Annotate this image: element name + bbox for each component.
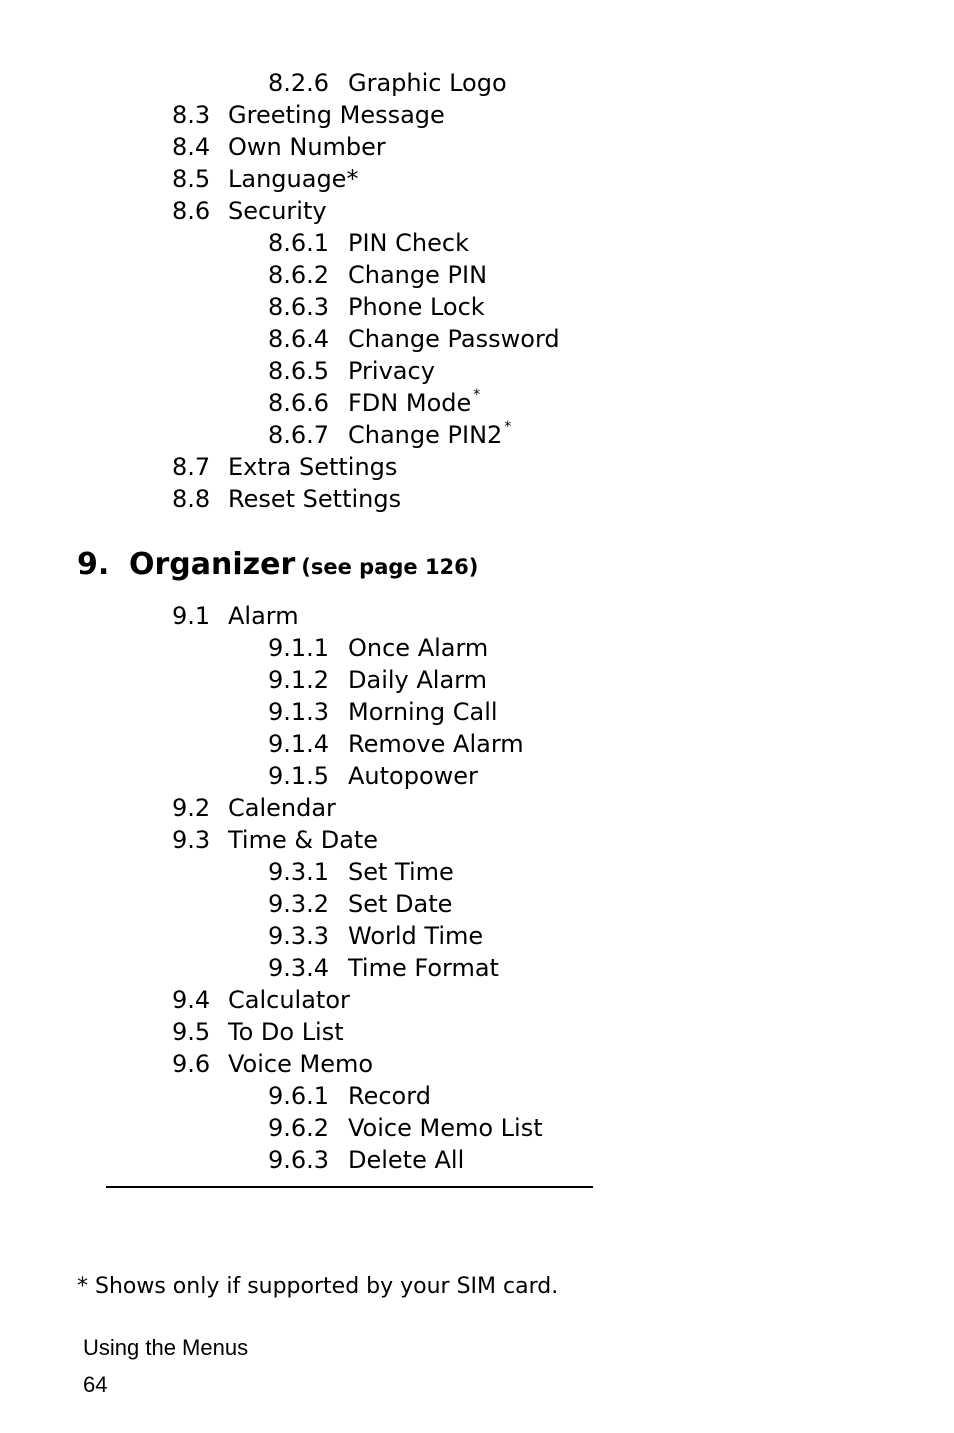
menu-item-number: 8.2.6 <box>268 69 330 97</box>
menu-item-label: Change Password <box>348 325 560 353</box>
menu-item-label: Morning Call <box>348 698 498 726</box>
menu-item <box>268 387 480 419</box>
footer-page-number: 64 <box>83 1372 108 1397</box>
menu-item-label: Time Format <box>348 954 499 982</box>
menu-item-number: 9.1.2 <box>268 666 330 694</box>
menu-item-number: 8.4 <box>172 133 211 161</box>
menu-item <box>172 483 401 515</box>
section-heading <box>77 547 478 582</box>
menu-item-number: 8.3 <box>172 101 211 129</box>
menu-item-number: 9.1 <box>172 602 211 630</box>
section-title: Organizer <box>129 547 296 582</box>
menu-item-number: 9.1.3 <box>268 698 330 726</box>
menu-item <box>268 760 478 792</box>
menu-item-label: Language* <box>228 165 359 193</box>
menu-item <box>268 419 511 451</box>
menu-item-number: 9.1.5 <box>268 762 330 790</box>
footer-section-label: Using the Menus <box>83 1335 249 1360</box>
menu-item-label: Time & Date <box>228 826 379 854</box>
menu-item-number: 9.1.1 <box>268 634 330 662</box>
menu-item-label: Extra Settings <box>228 453 398 481</box>
menu-item-label: Set Time <box>348 858 454 886</box>
menu-item-number: 8.6.7 <box>268 421 330 449</box>
menu-item <box>172 792 336 824</box>
menu-item <box>268 227 469 259</box>
menu-item-number: 8.6.1 <box>268 229 330 257</box>
menu-item-label: Graphic Logo <box>348 69 507 97</box>
menu-item-number: 9.3 <box>172 826 211 854</box>
menu-item-label: Record <box>348 1082 431 1110</box>
sim-dependent-marker: * <box>504 419 512 435</box>
menu-item <box>172 1016 344 1048</box>
menu-item <box>268 291 485 323</box>
menu-item <box>268 664 487 696</box>
menu-item <box>268 920 483 952</box>
menu-item-label: Voice Memo List <box>348 1114 543 1142</box>
menu-item-label: Once Alarm <box>348 634 489 662</box>
menu-item <box>172 163 358 195</box>
section-page-reference: (see page 126) <box>301 555 479 579</box>
menu-item-label: Phone Lock <box>348 293 485 321</box>
menu-item <box>268 1144 464 1176</box>
menu-item-label: Calculator <box>228 986 350 1014</box>
menu-item-number: 8.6.4 <box>268 325 330 353</box>
menu-item-label: FDN Mode <box>348 389 472 417</box>
menu-item-label: Change PIN <box>348 261 488 289</box>
menu-item-number: 9.3.4 <box>268 954 330 982</box>
menu-item <box>268 1112 543 1144</box>
menu-item-number: 9.4 <box>172 986 211 1014</box>
menu-item-label: Autopower <box>348 762 478 790</box>
sim-dependent-marker: * <box>473 387 481 403</box>
footnote-divider <box>106 1186 593 1188</box>
menu-item <box>268 888 452 920</box>
menu-item-label: Privacy <box>348 357 435 385</box>
menu-item-label: PIN Check <box>348 229 469 257</box>
menu-item <box>172 1048 373 1080</box>
menu-item-label: To Do List <box>228 1018 344 1046</box>
menu-item-number: 8.6.2 <box>268 261 330 289</box>
menu-item <box>268 1080 431 1112</box>
menu-item <box>268 952 499 984</box>
menu-item-number: 9.1.4 <box>268 730 330 758</box>
menu-item-label: Set Date <box>348 890 453 918</box>
menu-item <box>172 984 350 1016</box>
menu-item <box>268 259 487 291</box>
menu-item-number: 9.6.3 <box>268 1146 330 1174</box>
menu-item <box>172 99 445 131</box>
menu-item-label: World Time <box>348 922 484 950</box>
menu-item-number: 8.6.5 <box>268 357 330 385</box>
menu-item <box>268 728 524 760</box>
section-number: 9. <box>77 547 110 582</box>
menu-item-number: 8.5 <box>172 165 211 193</box>
menu-item-number: 9.2 <box>172 794 211 822</box>
menu-item-label: Calendar <box>228 794 336 822</box>
menu-item-number: 9.3.3 <box>268 922 330 950</box>
menu-item-label: Own Number <box>228 133 386 161</box>
menu-item-number: 8.6 <box>172 197 211 225</box>
menu-item <box>268 696 498 728</box>
menu-item-number: 9.6.2 <box>268 1114 330 1142</box>
menu-item-label: Security <box>228 197 327 225</box>
menu-item <box>172 824 378 856</box>
menu-item <box>268 355 435 387</box>
menu-item-number: 8.6.3 <box>268 293 330 321</box>
menu-item-label: Change PIN2 <box>348 421 503 449</box>
menu-item <box>268 323 560 355</box>
menu-item <box>172 195 327 227</box>
footnote: * Shows only if supported by your SIM card. <box>77 1274 559 1299</box>
menu-item-number: 9.3.2 <box>268 890 330 918</box>
menu-item-label: Delete All <box>348 1146 465 1174</box>
menu-item <box>172 451 397 483</box>
menu-item-label: Alarm <box>228 602 299 630</box>
menu-item-label: Greeting Message <box>228 101 445 129</box>
menu-item-label: Daily Alarm <box>348 666 487 694</box>
menu-item-number: 9.3.1 <box>268 858 330 886</box>
menu-item-label: Reset Settings <box>228 485 402 513</box>
menu-item-number: 8.8 <box>172 485 211 513</box>
menu-item <box>268 632 488 664</box>
menu-item-number: 8.7 <box>172 453 211 481</box>
menu-item-number: 9.5 <box>172 1018 211 1046</box>
menu-item-label: Remove Alarm <box>348 730 524 758</box>
menu-item <box>268 856 454 888</box>
menu-item-label: Voice Memo <box>228 1050 374 1078</box>
menu-item <box>172 131 386 163</box>
menu-item <box>268 67 507 99</box>
menu-item-number: 9.6.1 <box>268 1082 330 1110</box>
menu-item-number: 8.6.6 <box>268 389 330 417</box>
menu-item-number: 9.6 <box>172 1050 211 1078</box>
menu-item <box>172 600 299 632</box>
